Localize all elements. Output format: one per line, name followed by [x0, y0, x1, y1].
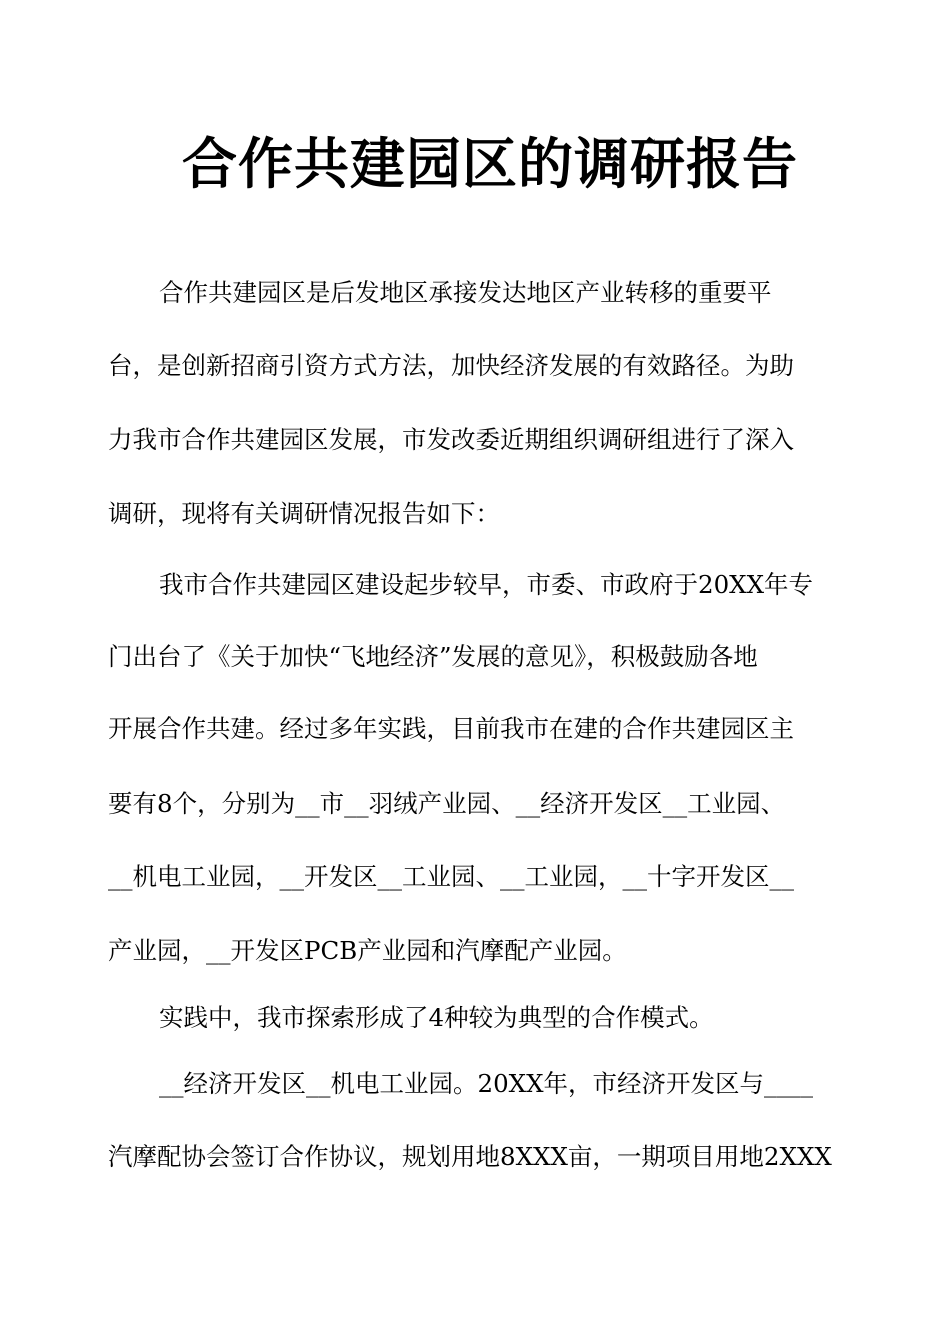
paragraph-line: __经济开发区__机电工业园。20XX年，市经济开发区与____	[159, 1069, 814, 1098]
paragraph-line: 我市合作共建园区建设起步较早，市委、市政府于20XX年专	[159, 570, 814, 599]
paragraph-line: 门出台了《关于加快“飞地经济”发展的意见》，积极鼓励各地	[108, 642, 758, 671]
paragraph-line: 实践中，我市探索形成了4种较为典型的合作模式。	[159, 1003, 714, 1032]
paragraph-line: 要有8个，分别为__市__羽绒产业园、__经济开发区__工业园、	[108, 789, 786, 818]
paragraph-line: 合作共建园区是后发地区承接发达地区产业转移的重要平	[159, 278, 772, 307]
document-title: 合作共建园区的调研报告	[181, 132, 798, 196]
paragraph-line: __机电工业园，__开发区__工业园、__工业园，__十字开发区__	[108, 862, 794, 891]
paragraph-line: 开展合作共建。经过多年实践，目前我市在建的合作共建园区主	[108, 714, 794, 743]
paragraph-line: 力我市合作共建园区发展，市发改委近期组织调研组进行了深入	[108, 425, 794, 454]
paragraph-line: 调研，现将有关调研情况报告如下：	[108, 499, 500, 528]
paragraph-line: 汽摩配协会签订合作协议，规划用地8XXX亩，一期项目用地2XXX	[108, 1142, 832, 1171]
paragraph-line: 台，是创新招商引资方式方法，加快经济发展的有效路径。为助	[108, 351, 794, 380]
paragraph-line: 产业园，__开发区PCB产业园和汽摩配产业园。	[108, 936, 627, 965]
